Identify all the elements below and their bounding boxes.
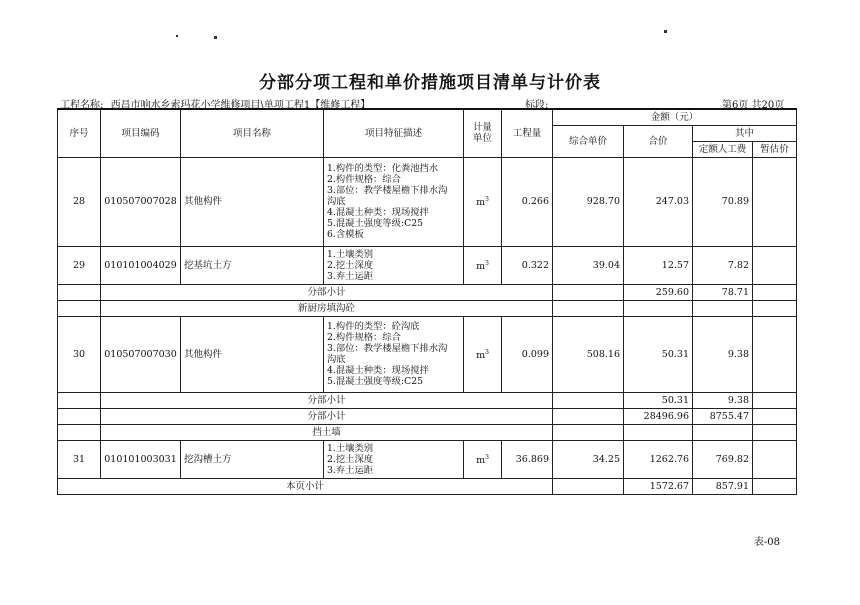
section-label: 标段: bbox=[525, 100, 549, 111]
subtotal-total: 50.31 bbox=[624, 392, 693, 408]
row-unit-price: 928.70 bbox=[553, 157, 624, 246]
section-label: 新厨房填沟砼 bbox=[101, 300, 553, 316]
desc-line: 5.混凝土强度等级:C25 bbox=[327, 376, 424, 387]
subtotal-row bbox=[58, 408, 797, 424]
section-row bbox=[58, 424, 797, 440]
unit-exponent: 3 bbox=[485, 348, 489, 356]
unit-base: m bbox=[476, 350, 486, 362]
header-desc: 项目特征描述 bbox=[324, 109, 464, 157]
scan-speck bbox=[176, 35, 178, 37]
row-provisional bbox=[753, 316, 797, 392]
table-row bbox=[58, 316, 797, 392]
header-amount: 金额（元） bbox=[553, 109, 797, 125]
row-total: 1262.76 bbox=[624, 440, 693, 478]
header-unit: 计量单位 bbox=[464, 109, 502, 157]
row-qty: 0.099 bbox=[502, 316, 553, 392]
row-unit bbox=[464, 157, 502, 246]
row-unit bbox=[464, 440, 502, 478]
row-qty: 0.266 bbox=[502, 157, 553, 246]
row-unit bbox=[464, 246, 502, 284]
header-of-which: 其中 bbox=[693, 125, 797, 141]
subtotal-total: 259.60 bbox=[624, 284, 693, 300]
subtotal-row bbox=[58, 392, 797, 408]
table-row bbox=[58, 440, 797, 478]
subtotal-label: 分部小计 bbox=[101, 408, 553, 424]
row-provisional bbox=[753, 157, 797, 246]
header-name: 项目名称 bbox=[181, 109, 324, 157]
unit-base: m bbox=[476, 197, 486, 209]
page-total-row bbox=[58, 478, 797, 494]
row-unit bbox=[464, 316, 502, 392]
row-desc bbox=[324, 157, 464, 246]
desc-line: 沟底 bbox=[327, 354, 346, 365]
row-provisional bbox=[753, 246, 797, 284]
header-code: 项目编码 bbox=[101, 109, 181, 157]
scan-speck bbox=[214, 36, 217, 39]
row-qty: 0.322 bbox=[502, 246, 553, 284]
unit-exponent: 3 bbox=[485, 453, 489, 461]
project-label: 工程名称: bbox=[60, 100, 104, 111]
unit-exponent: 3 bbox=[485, 259, 489, 267]
row-desc bbox=[324, 316, 464, 392]
document-title: 分部分项工程和单价措施项目清单与计价表 bbox=[259, 73, 601, 93]
row-provisional bbox=[753, 440, 797, 478]
desc-line: 3.部位：教学楼屋檐下排水沟 bbox=[327, 185, 448, 196]
subtotal-total: 28496.96 bbox=[624, 408, 693, 424]
subtotal-labor: 8755.47 bbox=[693, 408, 753, 424]
project-name: 西昌市响水乡索玛花小学维修项目\单项工程1【维修工程】 bbox=[110, 100, 371, 111]
row-name: 其他构件 bbox=[181, 157, 324, 246]
page-info: 第6页 共20页 bbox=[722, 100, 785, 111]
desc-line: 1.土壤类别 bbox=[327, 248, 374, 260]
row-total: 50.31 bbox=[624, 316, 693, 392]
table-row bbox=[58, 246, 797, 284]
header-unit-price: 综合单价 bbox=[553, 125, 624, 157]
desc-line: 3.弃土运距 bbox=[327, 270, 374, 282]
desc-line: 4.混凝土种类：现场搅拌 bbox=[327, 207, 429, 218]
scan-speck bbox=[664, 30, 667, 33]
row-name: 其他构件 bbox=[181, 316, 324, 392]
bill-of-quantities-table bbox=[57, 108, 797, 495]
header-labor: 定额人工费 bbox=[693, 141, 753, 157]
row-code: 010101004029 bbox=[101, 246, 181, 284]
row-labor: 7.82 bbox=[693, 246, 753, 284]
subtotal-labor: 78.71 bbox=[693, 284, 753, 300]
header-total: 合价 bbox=[624, 125, 693, 157]
row-seq: 29 bbox=[58, 246, 101, 284]
desc-line: 1.土壤类别 bbox=[327, 442, 374, 454]
subtotal-labor: 9.38 bbox=[693, 392, 753, 408]
unit-exponent: 3 bbox=[485, 196, 489, 204]
desc-line: 2.挖土深度 bbox=[327, 453, 374, 465]
desc-line: 2.构件规格：综合 bbox=[327, 174, 401, 185]
row-unit-price: 39.04 bbox=[553, 246, 624, 284]
desc-line: 1.构件的类型：化粪池挡水 bbox=[327, 163, 439, 174]
section-label: 挡土墙 bbox=[101, 424, 553, 440]
row-name: 挖沟槽土方 bbox=[181, 440, 324, 478]
page-total-labor: 857.91 bbox=[693, 478, 753, 494]
row-desc bbox=[324, 440, 464, 478]
desc-line: 6.含模板 bbox=[327, 229, 364, 240]
desc-line: 5.混凝土强度等级:C25 bbox=[327, 218, 424, 229]
desc-line: 1.构件的类型：砼沟底 bbox=[327, 321, 420, 332]
desc-line: 3.弃土运距 bbox=[327, 464, 374, 476]
desc-line: 3.部位：教学楼屋檐下排水沟 bbox=[327, 343, 448, 354]
unit-base: m bbox=[476, 455, 486, 467]
row-code: 010101003031 bbox=[101, 440, 181, 478]
page-total-total: 1572.67 bbox=[624, 478, 693, 494]
desc-line: 2.构件规格：综合 bbox=[327, 332, 401, 343]
row-seq: 28 bbox=[58, 157, 101, 246]
subtotal-row bbox=[58, 284, 797, 300]
header-qty: 工程量 bbox=[502, 109, 553, 157]
row-qty: 36.869 bbox=[502, 440, 553, 478]
header-provisional: 暂估价 bbox=[753, 141, 797, 157]
row-desc bbox=[324, 246, 464, 284]
row-labor: 70.89 bbox=[693, 157, 753, 246]
header-row bbox=[58, 109, 797, 125]
row-unit-price: 508.16 bbox=[553, 316, 624, 392]
row-unit-price: 34.25 bbox=[553, 440, 624, 478]
desc-line: 2.挖土深度 bbox=[327, 259, 374, 271]
subtotal-label: 分部小计 bbox=[101, 392, 553, 408]
row-name: 挖基坑土方 bbox=[181, 246, 324, 284]
table-row bbox=[58, 157, 797, 246]
desc-line: 沟底 bbox=[327, 196, 346, 207]
form-code: 表-08 bbox=[753, 537, 780, 548]
row-seq: 31 bbox=[58, 440, 101, 478]
unit-base: m bbox=[476, 261, 486, 273]
header-seq: 序号 bbox=[58, 109, 101, 157]
desc-line: 4.混凝土种类：现场搅拌 bbox=[327, 365, 429, 376]
row-code: 010507007030 bbox=[101, 316, 181, 392]
page-total-label: 本页小计 bbox=[58, 478, 553, 494]
row-seq: 30 bbox=[58, 316, 101, 392]
row-total: 12.57 bbox=[624, 246, 693, 284]
row-labor: 9.38 bbox=[693, 316, 753, 392]
row-labor: 769.82 bbox=[693, 440, 753, 478]
row-code: 010507007028 bbox=[101, 157, 181, 246]
subtotal-label: 分部小计 bbox=[101, 284, 553, 300]
section-row bbox=[58, 300, 797, 316]
row-total: 247.03 bbox=[624, 157, 693, 246]
